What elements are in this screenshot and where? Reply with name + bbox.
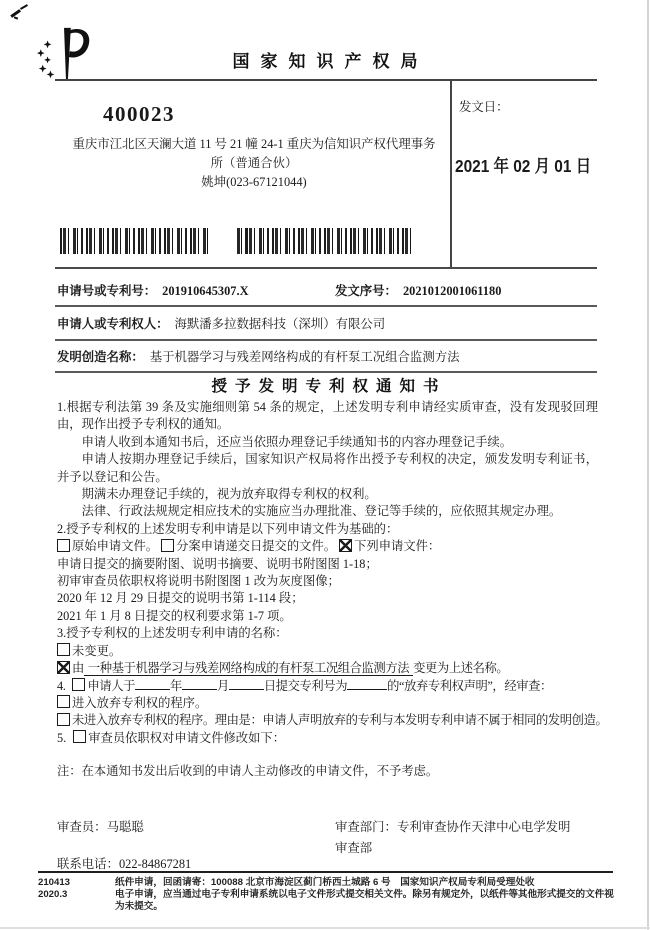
section-2-checkbox-line	[57, 538, 598, 555]
issue-date-value: 2021 年 02 月 01 日	[455, 156, 592, 176]
remark-note: 注：在本通知书发出后收到的申请人主动修改的申请文件，不予考虑。	[57, 764, 439, 779]
footer-paper-filing-note: 纸件申请，回函请寄：100088 北京市海淀区蓟门桥西土城路 6 号 国家知识产权局专利局受理处收	[115, 877, 535, 888]
checkbox-listed-files-checked	[339, 539, 352, 552]
section-3-changed-line	[57, 660, 598, 677]
examiner-label: 审查员：	[57, 820, 107, 834]
previous-invention-name: 一种基于机器学习与残差网络构成的有杆泵工况组合监测方法	[84, 661, 413, 676]
changed-from-prefix: 由	[72, 661, 84, 676]
footer-notes	[38, 877, 633, 913]
address-line: 姚坤(023-67121044)	[201, 175, 307, 189]
recipient-address	[58, 135, 450, 192]
checkbox-name-changed-checked	[57, 661, 70, 674]
notice-title: 授予发明专利权通知书	[211, 378, 447, 395]
blank-day-field	[229, 688, 264, 690]
header-rule	[55, 79, 597, 81]
section-5-line	[57, 730, 598, 747]
section-number: 5.	[57, 730, 67, 745]
section-number: 4.	[57, 678, 66, 693]
section-rule	[55, 267, 597, 269]
postal-code: 400023	[103, 102, 175, 126]
checkbox-label: 原始申请文件。	[72, 539, 159, 554]
application-number-row	[57, 281, 249, 299]
serial-number-label: 发文序号：	[335, 284, 397, 298]
footer-form-version: 2020.3	[38, 889, 68, 900]
checkbox-original-files	[57, 539, 70, 552]
invention-title-row	[57, 347, 460, 365]
body-paragraph: 期满未办理登记手续的，视为放弃取得专利权的权利。	[81, 487, 377, 502]
checkbox-label: 下列申请文件：	[354, 539, 441, 554]
checkbox-label: 未变更。	[72, 643, 122, 658]
page-edge-right	[647, 0, 649, 930]
section-4-text: 年	[170, 678, 182, 693]
section-rule	[55, 339, 597, 341]
phone-number: 022-84867281	[118, 857, 192, 871]
issue-date-label: 发文日：	[459, 100, 509, 114]
section-4-not-enter-line	[57, 712, 608, 729]
header-vertical-divider	[450, 80, 452, 268]
body-paragraph: 1.根据专利法第 39 条及实施细则第 54 条的规定，上述发明专利申请经实质审查，没有发现驳回理由，现作出授予专利权的通知。	[57, 400, 598, 432]
checkbox-name-unchanged	[57, 643, 70, 656]
department-label: 审查部门：	[335, 820, 397, 834]
file-list-item: 2020 年 12 月 29 日提交的说明书第 1-114 段；	[57, 591, 304, 606]
checkbox-label: 进入放弃专利权的程序。	[72, 695, 208, 710]
department-row	[335, 817, 585, 859]
scan-artifact	[20, 4, 28, 10]
section-4-enter-line	[57, 695, 598, 712]
blank-month-field	[182, 688, 217, 690]
checkbox-examiner-amendment	[73, 730, 86, 743]
footer-row	[38, 877, 633, 889]
address-line: 重庆市江北区天澜大道 11 号 21 幢 24-1 重庆为信知识产权代理事务	[72, 137, 436, 151]
examiner-name: 马聪聪	[106, 820, 144, 834]
serial-number-value: 2021012001061180	[402, 284, 502, 298]
agency-title: 国家知识产权局	[232, 52, 429, 71]
serial-number-row	[335, 281, 501, 299]
section-rule	[55, 305, 597, 307]
application-number-value: 201910645307.X	[162, 284, 249, 298]
applicant-row	[57, 314, 385, 332]
barcode-right	[237, 228, 415, 254]
file-list-item: 申请日提交的摘要附图、说明书摘要、说明书附图图 1-18；	[57, 556, 378, 571]
section-3-unchanged-line	[57, 643, 598, 660]
section-3-heading: 3.授予专利权的上述发明专利申请的名称：	[57, 626, 288, 641]
checkbox-enter-abandon-procedure	[57, 695, 70, 708]
invention-title-label: 发明创造名称：	[57, 350, 144, 364]
checkbox-label: 审查员依职权对申请文件修改如下：	[88, 730, 285, 745]
contact-phone-row	[57, 854, 191, 872]
section-2-heading: 2.授予专利权的上述发明专利申请是以下列申请文件为基础的：	[57, 521, 399, 536]
checkbox-divisional-files	[161, 539, 174, 552]
checkbox-label: 分案申请递交日提交的文件。	[176, 539, 337, 554]
section-4-text: 日提交专利号为	[263, 678, 348, 693]
applicant-label: 申请人或专利权人：	[57, 317, 169, 331]
section-4-text: 的“放弃专利权声明”，经审查：	[387, 678, 552, 693]
file-list-item: 2021 年 1 月 8 日提交的权利要求第 1-7 项。	[57, 608, 292, 623]
section-4-line	[57, 678, 598, 695]
checkbox-label: 未进入放弃专利权的程序。理由是：申请人声明放弃的专利与本发明专利申请不属于相同的发明创造。	[72, 713, 608, 728]
body-paragraph: 法律、行政法规规定相应技术的实施应当办理批准、登记等手续的，应依照其规定办理。	[81, 504, 562, 519]
file-list-item: 初审审查员依职权将说明书附图图 1 改为灰度图像；	[57, 574, 340, 589]
section-4-text: 申请人于	[87, 678, 136, 693]
section-4-text: 月	[216, 678, 229, 693]
blank-patent-number-field	[347, 688, 387, 690]
invention-title-value: 基于机器学习与残差网络构成的有杆泵工况组合监测方法	[149, 350, 460, 364]
body-paragraph: 申请人按期办理登记手续后，国家知识产权局将作出授予专利权的决定，颁发发明专利证书，并予以登记和公告。	[57, 452, 598, 484]
blank-year-field	[135, 688, 170, 690]
changed-from-suffix: 变更为上述名称。	[413, 661, 509, 676]
address-line: 所（普通合伙）	[210, 156, 298, 170]
scan-artifact	[14, 16, 18, 19]
footer-rule	[38, 871, 613, 873]
department-name-line1: 专利审查协作天津中心电学发明	[396, 820, 571, 834]
application-number-label: 申请号或专利号：	[57, 284, 157, 298]
department-name-line2: 审查部	[335, 841, 373, 855]
footer-row	[38, 889, 633, 913]
checkbox-abandon-declaration	[72, 678, 85, 691]
page-edge-bottom	[0, 927, 650, 929]
section-rule	[55, 371, 597, 373]
phone-label: 联系电话：	[57, 857, 119, 871]
body-paragraph: 申请人收到本通知书后，还应当依照办理登记手续通知书的内容办理登记手续。	[81, 434, 512, 449]
footer-electronic-filing-note: 电子申请，应当通过电子专利申请系统以电子文件形式提交相关文件。除另有规定外，以纸件等其他形式提交的文件视为未提交。	[115, 889, 614, 912]
notice-body	[57, 399, 608, 781]
barcode-left	[60, 228, 208, 254]
footer-form-code: 210413	[38, 877, 71, 888]
checkbox-not-enter-abandon-procedure	[57, 713, 70, 726]
examiner-row	[57, 817, 144, 835]
applicant-value: 海默潘多拉数据科技（深圳）有限公司	[174, 317, 386, 331]
